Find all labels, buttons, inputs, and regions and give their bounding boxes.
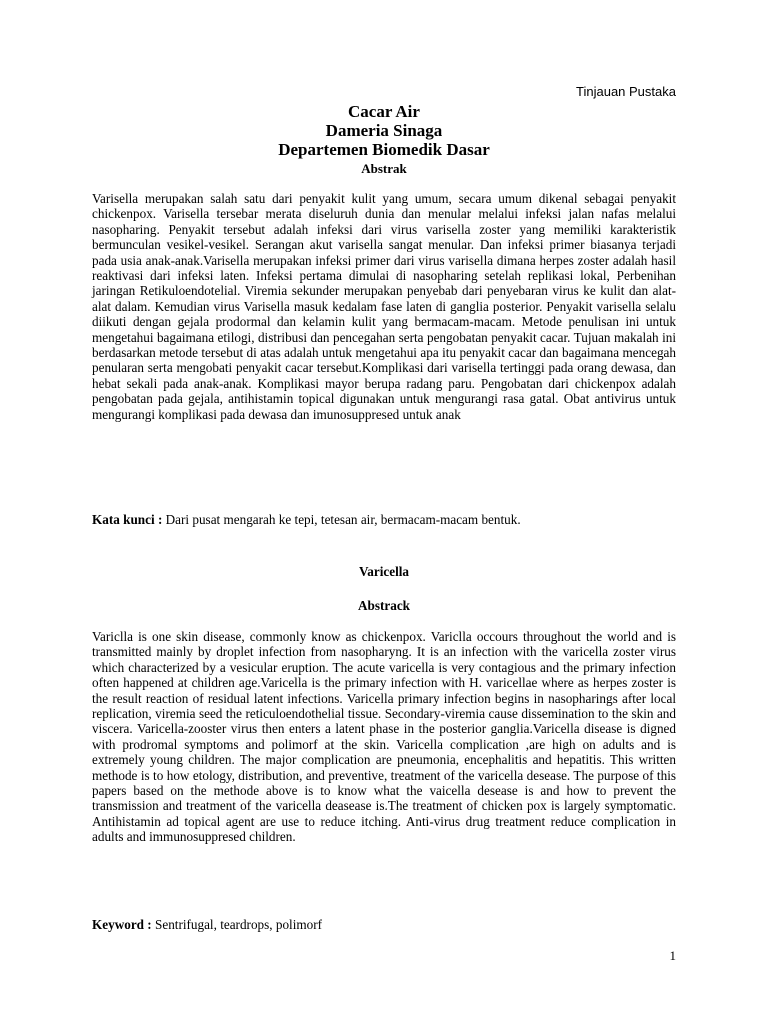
title-block: [0, 102, 768, 178]
keyword-value: Sentrifugal, teardrops, polimorf: [151, 917, 323, 932]
english-title: Varicella: [358, 564, 410, 579]
keyword-label: Keyword :: [92, 917, 152, 932]
abstract-heading: Abstrak: [361, 161, 407, 176]
author-name: Dameria Sinaga: [325, 121, 443, 140]
abstract-english: Variclla is one skin disease, commonly know as chickenpox. Variclla occours throughout the world and is transmitted mainly by droplet infection from nasopharyng. It is an infection with the varicella zoster virus which characterized by a vesicular eruption. The acute varicella is very contagious and the primary infection often happened at children age.Varicella is the primary infection with H. varicellae where as herpes zoster is the result reaction of residual latent infections. Varicella primary infection begins in nasopharings after local replication, viremia seed the reticuloendothelial tissue. Secondary-viremia cause dissemination to the skin and viscera. Varicella-zooster virus then enters a latent phase in the posterior ganglia.Varicella disease is digned with prodromal symptoms and polimorf at the skin. Varicella complication ,are high on adults and is extremely young children. The major complication are pneumonia, encephalitis and hepatitis. This written methode is to how etology, distribution, and preventive, treatment of the varicella desease. The purpose of this papers based on the methode above is to know what the vaicella desease is and how to prevent the transmission and treatment of the varicella deasease is.The treatment of chicken pox is largely symptomatic. Antihistamin ad topical agent are use to reduce itching. Anti-virus drug treatment reduce complication in adults and immunosuppresed children.: [92, 629, 676, 845]
keywords-label: Kata kunci :: [92, 512, 163, 527]
paper-title: Cacar Air: [348, 102, 420, 121]
english-abstract-heading: Abstrack: [357, 598, 411, 613]
page-number: 1: [669, 948, 676, 963]
abstract-indonesian: Varisella merupakan salah satu dari penyakit kulit yang umum, secara umum dikenal sebagai penyakit chickenpox. Varisella tersebar merata diseluruh dunia dan menular melalui infeksi jalan nafas melalui nasopharing. Penyakit tersebut adalah infeksi dari virus varisella zoster yang memiliki karakteristik bermunculan vesikel-vesikel. Serangan akut varisella sangat menular. Dan infeksi primer biasanya terjadi pada usia anak-anak.Varisella merupakan infeksi primer dari virus varisella dimana herpes zoster adalah hasil reaktivasi dari infeksi laten. Infeksi pertama dimulai di nasopharing setelah replikasi lokal, Perbenihan jaringan Retikuloendotelial. Viremia sekunder merupakan penyebab dari penyebaran virus ke kulit dan alat-alat dalam. Kemudian virus Varisella masuk kedalam fase laten di ganglia posterior. Penyakit varisella selalu diikuti dengan gejala prodormal dan kelamin kulit yang bermacam-macam. Metode penulisan ini untuk mengetahui bagaimana etilogi, distribusi dan pencegahan serta pengobatan penyakit cacar. Tujuan makalah ini berdasarkan metode tersebut di atas adalah untuk mengetahui apa itu penyakit cacar dan bagaimana mencegah penularan serta mengobati penyakit cacar tersebut.Komplikasi dari varisella tertinggi pada orang dewasa, dan hebat sekali pada anak-anak. Komplikasi mayor berupa radang paru. Pengobatan dari chickenpox adalah pengobatan pada gejala, antihistamin topical digunakan untuk mengurangi rasa gatal. Obat antivirus untuk mengurangi komplikasi pada dewasa dan imunosuppresed untuk anak: [92, 191, 676, 422]
keywords-indonesian: [92, 512, 676, 527]
section-tag: Tinjauan Pustaka: [576, 84, 676, 99]
department-name: Departemen Biomedik Dasar: [278, 140, 490, 159]
keywords-english: [92, 917, 676, 932]
keywords-value: Dari pusat mengarah ke tepi, tetesan air, bermacam-macam bentuk.: [162, 512, 521, 527]
